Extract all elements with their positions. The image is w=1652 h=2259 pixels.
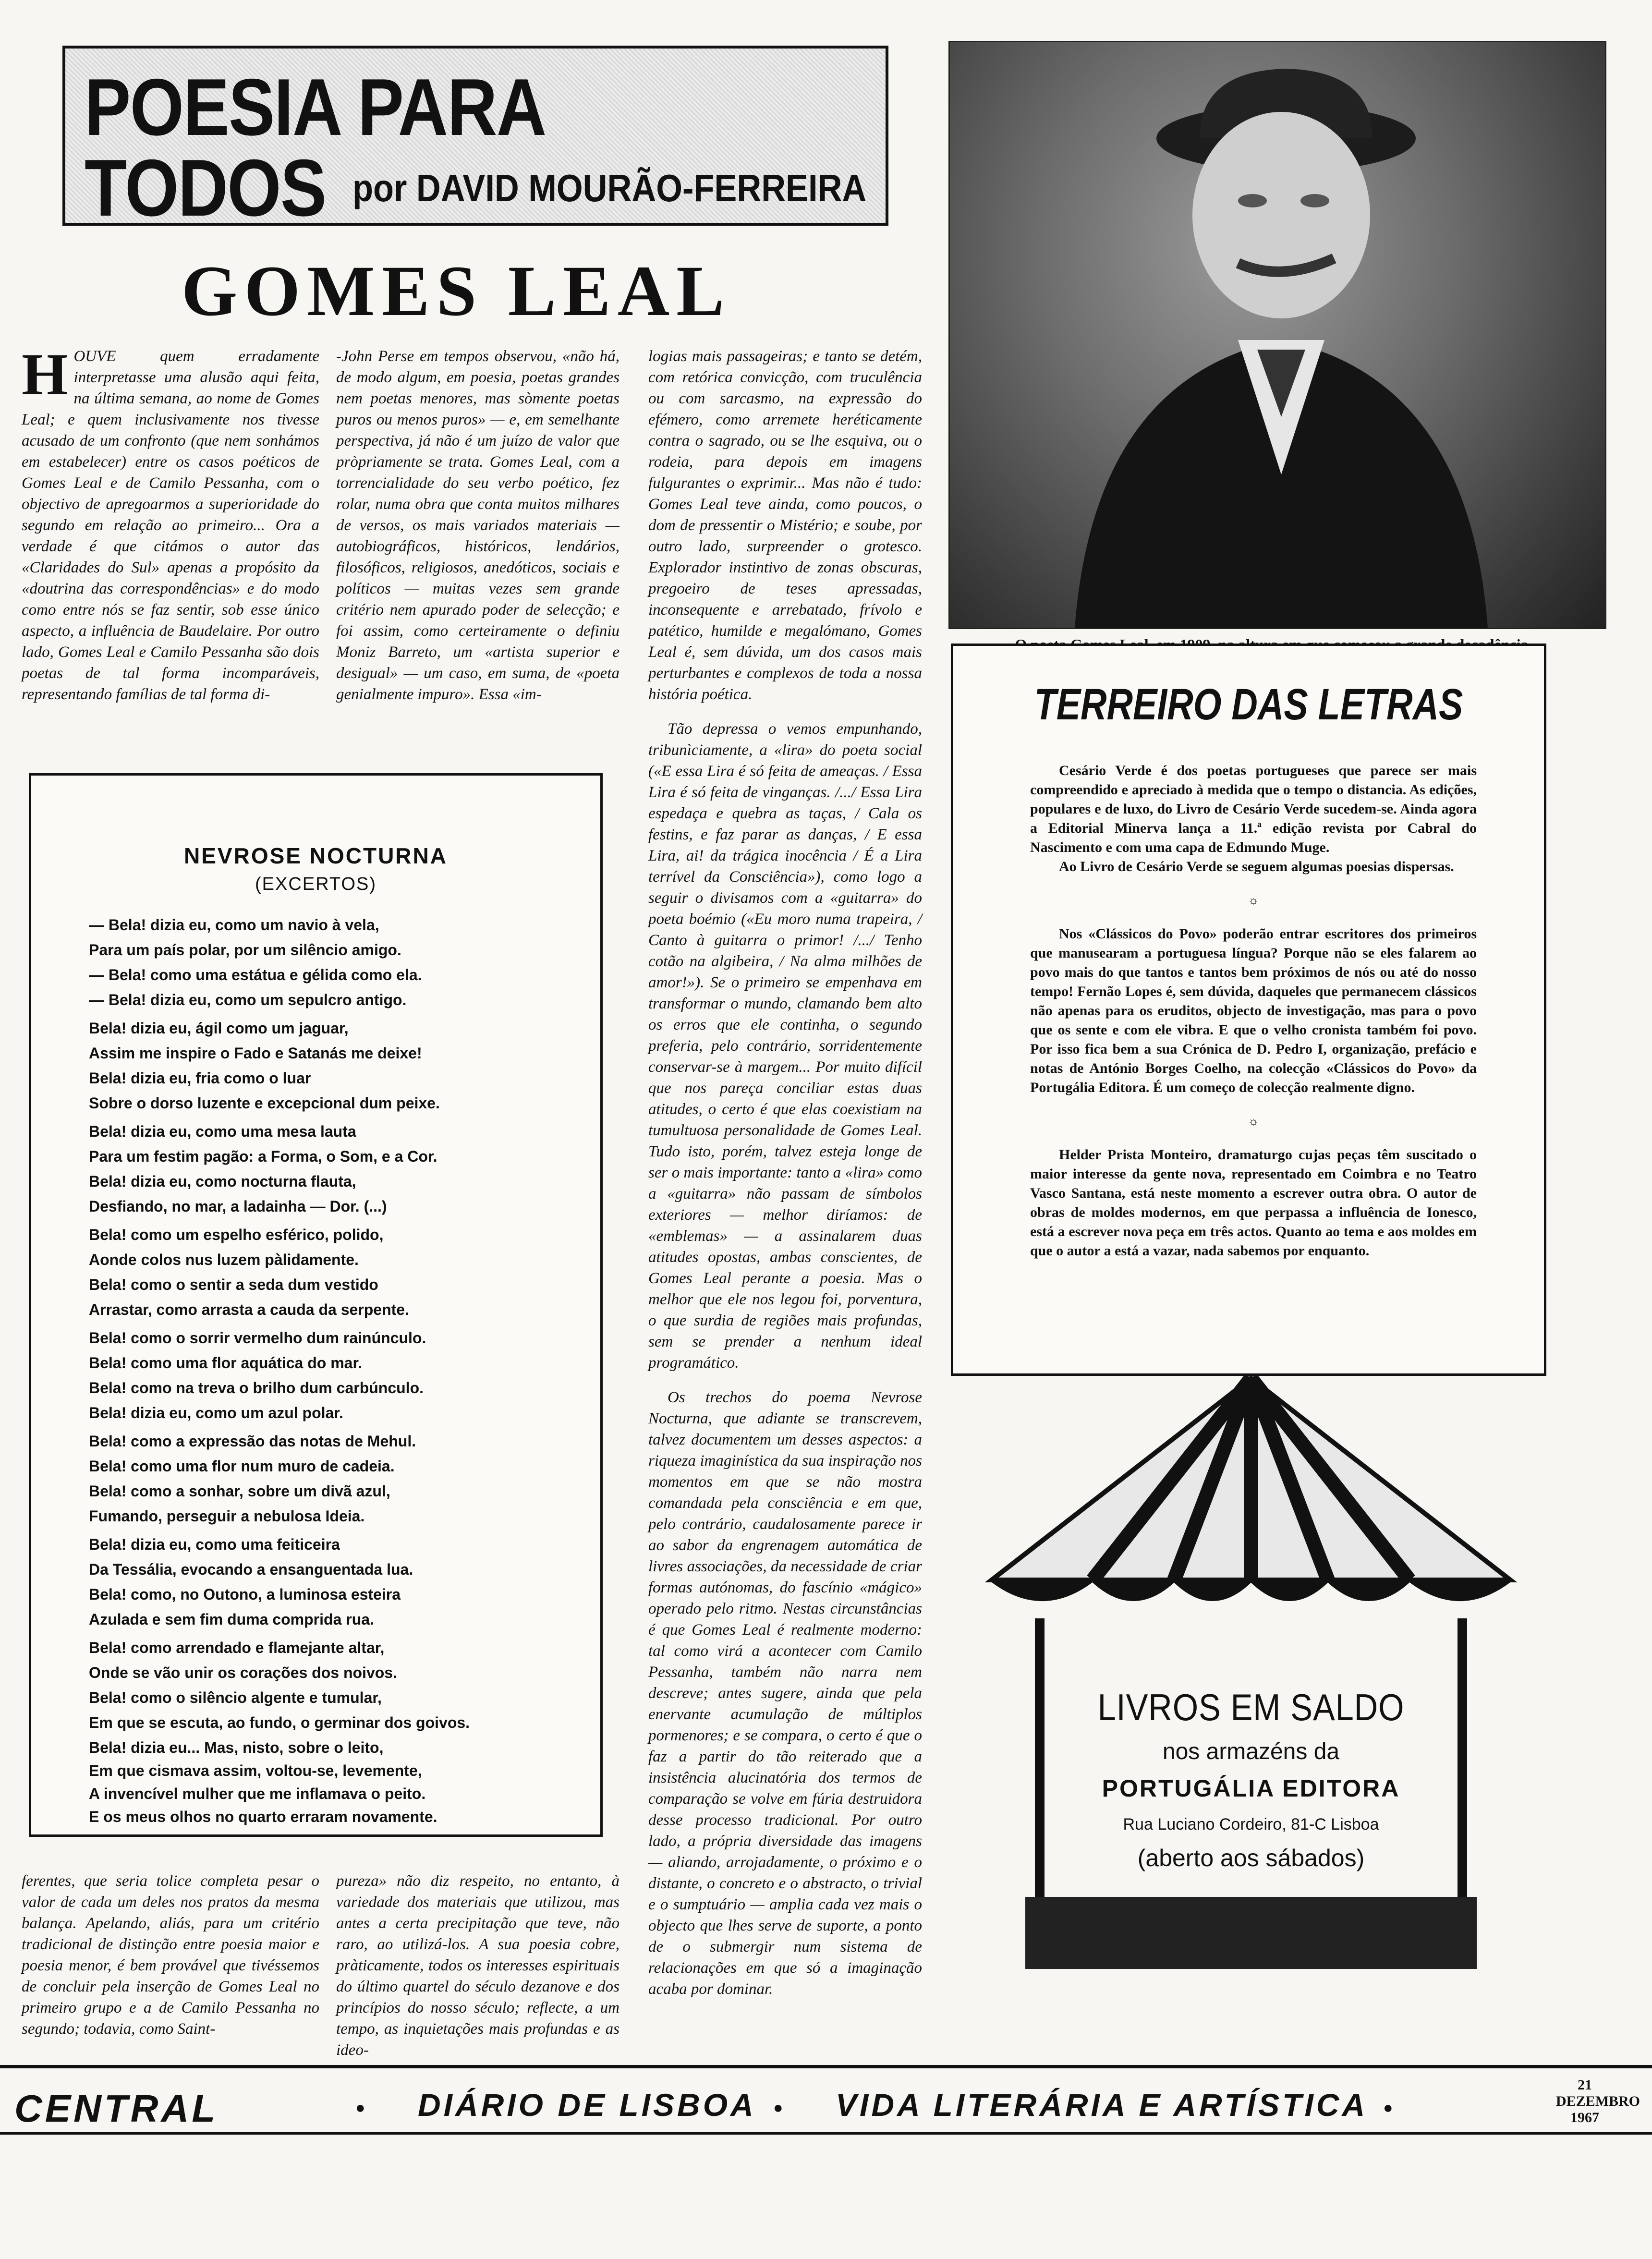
footer-bullet: ● bbox=[1383, 2099, 1396, 2117]
column-header-box bbox=[62, 46, 888, 233]
footer-bullet: ● bbox=[355, 2099, 368, 2117]
poem-box bbox=[29, 773, 603, 1837]
poem-line: Para um festim pagão: a Forma, o Som, e a Cor. bbox=[89, 1148, 437, 1165]
column-byline: por DAVID MOURÃO-FERREIRA bbox=[352, 167, 866, 209]
footer-year: 1967 bbox=[1570, 2110, 1599, 2125]
poem-stanza bbox=[89, 1635, 569, 1735]
poem-line: Bela! dizia eu, como nocturna flauta, bbox=[89, 1173, 356, 1190]
article-title: GOMES LEAL bbox=[181, 251, 731, 331]
poem-line: Bela! como uma flor num muro de cadeia. bbox=[89, 1457, 395, 1475]
poem-line: Arrastar, como arrasta a cauda da serpente. bbox=[89, 1301, 409, 1318]
bookstore-advertisement bbox=[977, 1369, 1525, 1979]
footer-day: 21 bbox=[1578, 2077, 1592, 2093]
poem-stanza bbox=[89, 1222, 569, 1322]
terreiro-box bbox=[951, 644, 1546, 1376]
poem-line: Bela! como o sentir a seda dum vestido bbox=[89, 1276, 378, 1293]
portrait-illustration bbox=[950, 42, 1605, 628]
poem-line: Bela! como o sorrir vermelho dum rainúnculo. bbox=[89, 1329, 426, 1347]
kiosk-awning-illustration bbox=[977, 1369, 1525, 1979]
poem-line: Bela! como a expressão das notas de Mehul. bbox=[89, 1433, 416, 1450]
article-text-col2-bottom: pureza» não diz respeito, no entanto, à variedade dos materiais que utilizou, mas antes a certa precipitação que teve, não raro, ao utilizá-los. A sua poesia cobre, pràticamente, todos os interesses espirituais do último quartel do século dezanove e dos princípios do nosso século; reflecte, a um tempo, as inquietações mais profundas e as ideo- bbox=[336, 1872, 620, 2059]
poem-line: A invencível mulher que me inflamava o peito. bbox=[89, 1785, 426, 1802]
poem-line: Assim me inspire o Fado e Satanás me deixe! bbox=[89, 1044, 422, 1062]
terreiro-paragraph: Cesário Verde é dos poetas portugueses que parece ser mais compreendido e apreciado à medida que o tempo o distancia. As edições, populares e de luxo, do Livro de Cesário Verde sucedem-se. Ainda agora a Editorial Minerva lança a 11.ª edição revista por Cabral do Nascimento e com uma capa de Edmundo Muge. bbox=[1030, 763, 1477, 855]
poem-line: Bela! como o silêncio algente e tumular, bbox=[89, 1689, 382, 1706]
article-text-col2: -John Perse em tempos observou, «não há, de modo algum, em poesia, poetas grandes nem poetas menores, mas sòmente poetas puros ou menos puros» — e, em semelhante perspectiva, já não é um juízo de valor que pròpriamente se trata. Gomes Leal, com a torrencialidade do seu verbo poético, fez rolar, numa obra que conta muitos milhares de versos, os mais variados materiais — autobiográficos, históricos, lendários, filosóficos, religiosos, anedóticos, sociais e políticos — muitas vezes sem grande critério nem apurado poder de selecção; e foi assim, como certeiramente o definiu Moniz Barreto, um «artista superior e desigual» — um caso, em suma, de «poeta genialmente impuro». Essa «im- bbox=[336, 348, 620, 703]
poem-line: Bela! como na treva o brilho dum carbúnculo. bbox=[89, 1379, 424, 1397]
separator-icon: ☼ bbox=[1248, 893, 1259, 907]
poem-stanza bbox=[89, 1532, 569, 1632]
column-title: POESIA PARA TODOS bbox=[85, 62, 544, 233]
poem-line: Sobre o dorso luzente e excepcional dum peixe. bbox=[89, 1094, 440, 1112]
poem-stanza bbox=[89, 912, 569, 1012]
poem-line: Em que se escuta, ao fundo, o germinar dos goivos. bbox=[89, 1714, 470, 1731]
poem-line: Bela! dizia eu, como uma mesa lauta bbox=[89, 1123, 356, 1140]
article-column-2-continued bbox=[336, 1870, 620, 2061]
article-text-col3b: Tão depressa o vemos empunhando, tribunìciamente, a «lira» do poeta social («E essa Lira é só feita de ameaças. / Essa Lira é só feita de vinganças. /.../ Essa Lira espedaça e quebra as taças, / Cala os festins, e faz parar as danças, / E essa Lira, ai! da trágica inocência / É a Lira terrível da Consciência»), como logo a seguir o divisamos com a «guitarra» do poeta boémio («Eu moro numa trapeira, / Canto à guitarra o primor! /.../ Tenho cotão na algibeira, / Na alma milhões de amor!»). Se o primeiro se empenhava em transformar o mundo, clamando bem alto os erros que ele continha, o segundo preferia, pelo contrário, sorridentemente conservar-se à margem... Por muito difícil que nos pareça conciliar estas duas atitudes, o certo é que elas coexistiam na tumultuosa personalidade de Gomes Leal. Tudo isto, porém, talvez esteja longe de ser o mais importante: tanto a «lira» como a «guitarra» não passam de símbolos exteriores — melhor diríamos: de «emblemas» — a assinalarem duas atitudes opostas, ambas conscientes, de Gomes Leal perante a poesia. Mas o melhor que ele nos legou foi, porventura, o que surdia de regiões mais profundas, sem se prender a nenhum ideal programático. bbox=[648, 720, 922, 1372]
article-column-2 bbox=[336, 346, 620, 705]
poem-line: E os meus olhos no quarto erraram novamente. bbox=[89, 1808, 437, 1825]
poem-line: — Bela! dizia eu, como um navio à vela, bbox=[89, 916, 379, 934]
ad-opening-hours: (aberto aos sábados) bbox=[1137, 1845, 1365, 1871]
article-column-3 bbox=[648, 346, 922, 2000]
poem-line: Da Tessália, evocando a ensanguentada lua. bbox=[89, 1561, 413, 1578]
terreiro-paragraph: Nos «Clássicos do Povo» poderão entrar escritores dos primeiros que manusearam a portuguesa língua? Porque não se eles falarem ao povo mais do que tantos e tantos bem próximos de nós ou até do nosso tempo! Fernão Lopes é, sem dúvida, daqueles que permanecem clássicos não apenas para os eruditos, objecto de investigação, mas para o povo que os sente e com ele vibra. E que o velho cronista também foi povo. Por isso fica bem a sua Crónica de D. Pedro I, organização, prefácio e notas de António Borges Coelho, na colecção «Clássicos do Povo» da Portugália Editora. É um começo de colecção realmente digno. bbox=[1030, 926, 1477, 1095]
poem-stanza bbox=[89, 1736, 569, 1828]
poem-stanza bbox=[89, 1429, 569, 1529]
poem-stanza bbox=[89, 1016, 569, 1116]
article-text-col3c: Os trechos do poema Nevrose Nocturna, que adiante se transcrevem, talvez documentem um desses aspectos: a riqueza imaginística da sua inspiração nos momentos em que se não mostra comandada pela consciência e em que, pelo contrário, caudalosamente parece ir ao sabor da engrenagem automática de livres associações, da necessidade de criar formas autónomas, do fascínio «mágico» operado pelo ritmo. Nestas circunstâncias é que Gomes Leal é realmente moderno: tal como virá a acontecer com Camilo Pessanha, também não narra nem descreve; antes sugere, ainda que pela enervante acumulação de múltiplos pormenores; e se compara, o certo é que o faz a partir do tão reiterado que a insistência alucinatória dos termos de comparação se volve em fúria destruidora desse processo tradicional. Por outro lado, a própria diversidade das imagens — aliando, arrojadamente, o próximo e o distante, o concreto e o abstracto, o trivial e o sumptuário — amplia cada vez mais o objecto que lhes serve de suporte, a ponto de o submergir num sistema de relacionações em que só a imaginação acaba por dominar. bbox=[648, 1389, 922, 1998]
poem-line: Bela! dizia eu, como uma feiticeira bbox=[89, 1536, 340, 1553]
article-text-col1: OUVE quem erradamente interpretasse uma alusão aqui feita, na última semana, ao nome de Gomes Leal; e quem inclusivamente nos tivesse acusado de um confronto (que nem sonhámos em estabelecer) entre os casos poéticos de Gomes Leal e de Camilo Pessanha, com o objectivo de apregoarmos a superioridade do segundo em relação ao primeiro... Ora a verdade é que citámos o autor das «Claridades do Sul» apenas a propósito da «doutrina das correspondências» e do modo como entre nós se faz sentir, sob esse único aspecto, a influência de Baudelaire. Por outro lado, Gomes Leal e Camilo Pessanha são dois poetas de tal forma incomparáveis, representando famílias de tal forma di- bbox=[22, 348, 319, 703]
terreiro-paragraph: Ao Livro de Cesário Verde se seguem algumas poesias dispersas. bbox=[1059, 859, 1454, 874]
poem-line: Bela! como a sonhar, sobre um divã azul, bbox=[89, 1482, 390, 1500]
poem-line: Para um país polar, por um silêncio amigo. bbox=[89, 941, 401, 959]
separator-icon: ☼ bbox=[1248, 1114, 1259, 1128]
poem-line: Bela! dizia eu... Mas, nisto, sobre o leito, bbox=[89, 1739, 384, 1756]
ad-address: Rua Luciano Cordeiro, 81-C Lisboa bbox=[1123, 1815, 1379, 1834]
poem-line: — Bela! dizia eu, como um sepulcro antigo. bbox=[89, 991, 407, 1008]
poem-line: Desfiando, no mar, a ladainha — Dor. (...) bbox=[89, 1198, 387, 1215]
poem-subtitle: (EXCERTOS) bbox=[255, 874, 377, 894]
poem-line: Azulada e sem fim duma comprida rua. bbox=[89, 1611, 374, 1628]
footer-supplement: VIDA LITERÁRIA E ARTÍSTICA bbox=[836, 2087, 1368, 2123]
poem-line: Fumando, perseguir a nebulosa Ideia. bbox=[89, 1507, 365, 1525]
footer-month: DEZEMBRO bbox=[1556, 2093, 1640, 2109]
footer-rule-bottom bbox=[0, 2132, 1652, 2135]
poem-line: Bela! como uma flor aquática do mar. bbox=[89, 1354, 363, 1372]
poem-title: NEVROSE NOCTURNA bbox=[184, 843, 448, 868]
poem-line: Aonde colos nus luzem pàlidamente. bbox=[89, 1251, 359, 1268]
poem-line: Bela! dizia eu, como um azul polar. bbox=[89, 1404, 343, 1421]
footer-section: CENTRAL bbox=[14, 2087, 219, 2130]
poem-line: Bela! como arrendado e flamejante altar, bbox=[89, 1639, 385, 1656]
ad-publisher: PORTUGÁLIA EDITORA bbox=[1102, 1775, 1400, 1802]
poem-line: Bela! como, no Outono, a luminosa esteira bbox=[89, 1586, 401, 1603]
footer-date bbox=[1556, 2077, 1640, 2126]
poem-line: Em que cismava assim, voltou-se, levemente, bbox=[89, 1762, 422, 1779]
poem-line: — Bela! como uma estátua e gélida como ela. bbox=[89, 966, 422, 984]
article-text-col3a: logias mais passageiras; e tanto se detém, com retórica convicção, com truculência ou com sarcasmo, na expressão do efémero, como arremete heréticamente contra o sagrado, ou se lhe esquiva, ou o rodeia, para depois em imagens fulgurantes o exprimir... Mas não é tudo: Gomes Leal teve ainda, como poucos, o dom de pressentir o Mistério; e soube, por outro lado, surpreender o grotesco. Explorador instintivo de zonas obscuras, pregoeiro de teses apressadas, inconsequente e arrebatado, frívolo e patético, humilde e megalómano, Gomes Leal é, sem dúvida, um dos casos mais perturbantes e complexos de toda a nossa história poética. bbox=[648, 348, 922, 703]
poem-line: Bela! dizia eu, ágil como um jaguar, bbox=[89, 1020, 349, 1037]
terreiro-title: TERREIRO DAS LETRAS bbox=[1034, 680, 1463, 729]
portrait-photo bbox=[948, 41, 1606, 629]
footer-newspaper: DIÁRIO DE LISBOA bbox=[418, 2087, 756, 2123]
footer-bullet: ● bbox=[773, 2099, 786, 2117]
terreiro-paragraph: Helder Prista Monteiro, dramaturgo cujas peças têm suscitado o maior interesse da gente nova, representado em Coimbra e no Teatro Vasco Santana, está neste momento a escrever outra obra. O autor de obras de moldes modernos, em que perpassa a influência de Ionesco, está a escrever nova peça em três actos. Quanto ao tema e aos moldes em que o autor a está a vazar, nada sabemos por enquanto. bbox=[1030, 1147, 1477, 1259]
poem-stanza bbox=[89, 1119, 569, 1219]
poem-line: Bela! dizia eu, fria como o luar bbox=[89, 1069, 311, 1087]
article-column-1-continued bbox=[22, 1870, 319, 2040]
footer-rule-top bbox=[0, 2065, 1652, 2068]
article-column-1 bbox=[22, 341, 319, 705]
drop-cap: H bbox=[22, 341, 68, 407]
terreiro-body bbox=[1030, 761, 1477, 1275]
article-text-col1-bottom: ferentes, que seria tolice completa pesar o valor de cada um deles nos pratos da mesma balança. Apelando, aliás, para um critério tradicional de distinção entre poesia maior e poesia menor, é bem provável que tivéssemos de concluir pela inserção de Gomes Leal no primeiro grupo e a de Camilo Pessanha no segundo; todavia, como Saint- bbox=[22, 1872, 319, 2038]
poem-line: Bela! como um espelho esférico, polido, bbox=[89, 1226, 384, 1243]
poem-stanza bbox=[89, 1325, 569, 1425]
ad-title: LIVROS EM SALDO bbox=[1097, 1686, 1405, 1728]
ad-subtitle: nos armazéns da bbox=[1162, 1739, 1340, 1764]
poem-line: Onde se vão unir os corações dos noivos. bbox=[89, 1664, 397, 1681]
